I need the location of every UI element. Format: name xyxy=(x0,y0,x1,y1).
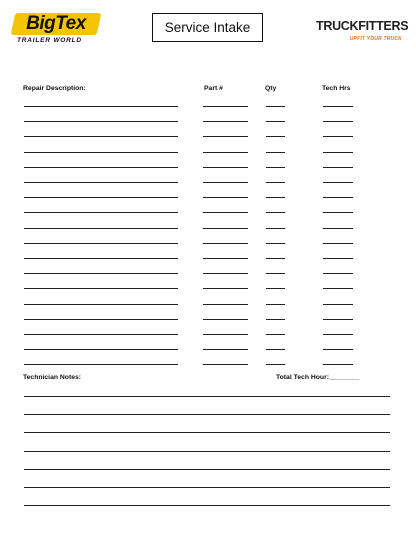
repair-description-line[interactable] xyxy=(24,121,178,122)
part-number-line[interactable] xyxy=(203,152,248,153)
qty-line[interactable] xyxy=(266,136,285,137)
qty-line[interactable] xyxy=(266,182,285,183)
part-number-line[interactable] xyxy=(203,319,248,320)
tech-hrs-line[interactable] xyxy=(323,136,353,137)
tech-hrs-line[interactable] xyxy=(323,182,353,183)
part-number-line[interactable] xyxy=(203,304,248,305)
repair-description-line[interactable] xyxy=(24,288,178,289)
qty-line[interactable] xyxy=(266,273,285,274)
notes-line[interactable] xyxy=(24,396,390,397)
part-number-line[interactable] xyxy=(203,167,248,168)
tech-hrs-line[interactable] xyxy=(323,152,353,153)
qty-header: Qty xyxy=(265,85,277,92)
repair-description-line[interactable] xyxy=(24,349,178,350)
part-number-line[interactable] xyxy=(203,288,248,289)
part-number-header: Part # xyxy=(204,85,223,92)
qty-line[interactable] xyxy=(266,334,285,335)
part-number-line[interactable] xyxy=(203,121,248,122)
tech-hrs-line[interactable] xyxy=(323,197,353,198)
tech-hrs-line[interactable] xyxy=(323,273,353,274)
repair-description-line[interactable] xyxy=(24,243,178,244)
part-number-line[interactable] xyxy=(203,106,248,107)
part-number-line[interactable] xyxy=(203,182,248,183)
page-title-text: Service Intake xyxy=(164,20,251,35)
repair-description-line[interactable] xyxy=(24,106,178,107)
tech-hrs-line[interactable] xyxy=(323,106,353,107)
notes-line[interactable] xyxy=(24,469,390,470)
repair-description-line[interactable] xyxy=(24,212,178,213)
page-title xyxy=(152,13,263,42)
repair-description-line[interactable] xyxy=(24,228,178,229)
qty-line[interactable] xyxy=(266,243,285,244)
tech-hrs-line[interactable] xyxy=(323,349,353,350)
repair-description-line[interactable] xyxy=(24,364,178,365)
tech-hrs-line[interactable] xyxy=(323,334,353,335)
qty-line[interactable] xyxy=(266,197,285,198)
qty-line[interactable] xyxy=(266,364,285,365)
notes-line[interactable] xyxy=(24,432,390,433)
bigtex-logo xyxy=(13,13,99,45)
bigtex-logo-name: BigTex xyxy=(26,13,86,34)
part-number-line[interactable] xyxy=(203,364,248,365)
notes-line[interactable] xyxy=(24,505,390,506)
qty-line[interactable] xyxy=(266,319,285,320)
qty-line[interactable] xyxy=(266,258,285,259)
bigtex-logo-badge xyxy=(11,13,102,35)
part-number-line[interactable] xyxy=(203,258,248,259)
bigtex-logo-subtitle: TRAILER WORLD xyxy=(17,37,82,44)
truckfitters-logo-tagline: UPFIT YOUR TRUCK xyxy=(349,36,402,42)
tech-hrs-line[interactable] xyxy=(323,304,353,305)
part-number-line[interactable] xyxy=(203,197,248,198)
qty-line[interactable] xyxy=(266,304,285,305)
repair-description-line[interactable] xyxy=(24,136,178,137)
repair-description-line[interactable] xyxy=(24,304,178,305)
repair-description-line[interactable] xyxy=(24,258,178,259)
total-tech-hour-field[interactable]: Total Tech Hour:________ xyxy=(276,374,360,381)
repair-description-line[interactable] xyxy=(24,152,178,153)
qty-line[interactable] xyxy=(266,106,285,107)
part-number-line[interactable] xyxy=(203,228,248,229)
tech-hrs-line[interactable] xyxy=(323,243,353,244)
qty-line[interactable] xyxy=(266,349,285,350)
tech-hrs-header: Tech Hrs xyxy=(322,85,351,92)
tech-hrs-line[interactable] xyxy=(323,258,353,259)
tech-hrs-line[interactable] xyxy=(323,228,353,229)
repair-description-line[interactable] xyxy=(24,167,178,168)
part-number-line[interactable] xyxy=(203,349,248,350)
qty-line[interactable] xyxy=(266,288,285,289)
repair-description-line[interactable] xyxy=(24,334,178,335)
part-number-line[interactable] xyxy=(203,212,248,213)
tech-hrs-line[interactable] xyxy=(323,319,353,320)
part-number-line[interactable] xyxy=(203,136,248,137)
technician-notes-label: Technician Notes: xyxy=(23,374,82,381)
part-number-line[interactable] xyxy=(203,273,248,274)
repair-description-line[interactable] xyxy=(24,182,178,183)
tech-hrs-line[interactable] xyxy=(323,288,353,289)
qty-line[interactable] xyxy=(266,121,285,122)
notes-line[interactable] xyxy=(24,487,390,488)
part-number-line[interactable] xyxy=(203,243,248,244)
qty-line[interactable] xyxy=(266,152,285,153)
qty-line[interactable] xyxy=(266,228,285,229)
tech-hrs-line[interactable] xyxy=(323,167,353,168)
notes-line[interactable] xyxy=(24,451,390,452)
tech-hrs-line[interactable] xyxy=(323,212,353,213)
repair-description-line[interactable] xyxy=(24,273,178,274)
repair-description-line[interactable] xyxy=(24,197,178,198)
truckfitters-logo-name: TRUCKFITTERS xyxy=(316,19,409,33)
qty-line[interactable] xyxy=(266,212,285,213)
tech-hrs-line[interactable] xyxy=(323,364,353,365)
tech-hrs-line[interactable] xyxy=(323,121,353,122)
qty-line[interactable] xyxy=(266,167,285,168)
repair-description-line[interactable] xyxy=(24,319,178,320)
part-number-line[interactable] xyxy=(203,334,248,335)
repair-description-header: Repair Description: xyxy=(23,85,86,92)
notes-line[interactable] xyxy=(24,414,390,415)
